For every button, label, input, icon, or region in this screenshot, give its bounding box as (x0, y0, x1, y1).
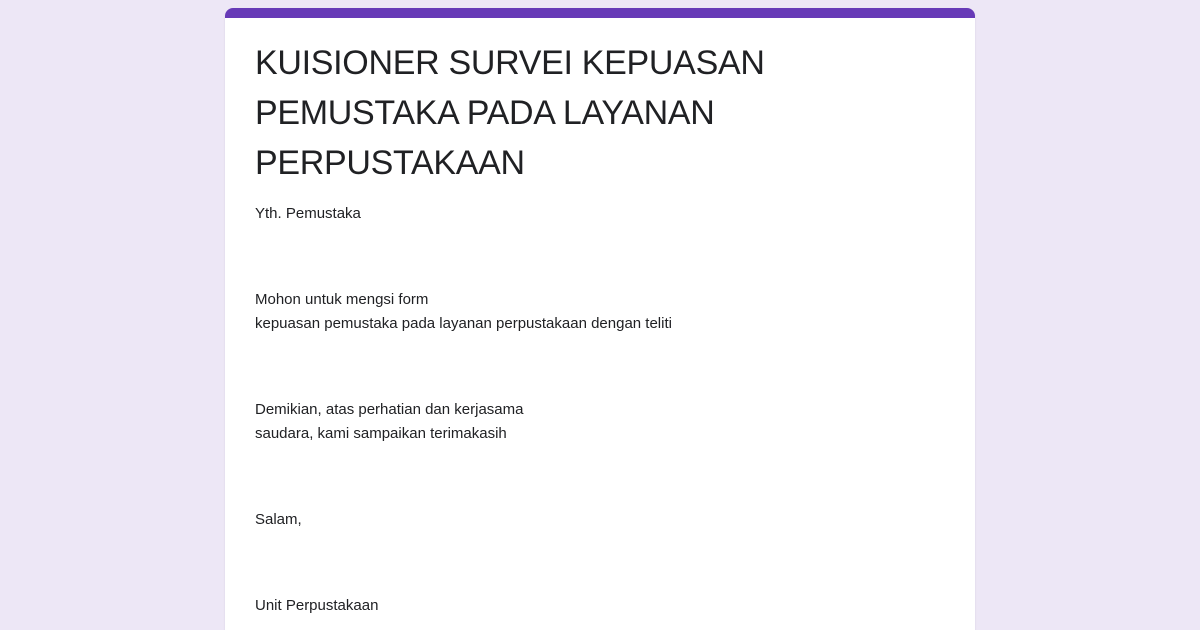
form-title-line-3: PERPUSTAKAAN (255, 144, 525, 182)
description-spacer (255, 446, 935, 508)
description-request-line-1: Mohon untuk mengsi form (255, 291, 429, 308)
description-spacer (255, 336, 935, 398)
form-title-line-2: PEMUSTAKA PADA LAYANAN (255, 94, 715, 132)
form-title (255, 38, 935, 188)
description-signature: Unit Perpustakaan (255, 597, 379, 614)
description-request-line-2: kepuasan pemustaka pada layanan perpustakaan dengan teliti (255, 315, 672, 332)
description-greeting: Yth. Pemustaka (255, 205, 361, 222)
form-title-line-1: KUISIONER SURVEI KEPUASAN (255, 44, 765, 82)
form-accent-bar (225, 8, 975, 18)
description-spacer (255, 532, 935, 594)
description-closing-line-2: saudara, kami sampaikan terimakasih (255, 425, 507, 442)
description-salutation: Salam, (255, 511, 302, 528)
form-description (255, 202, 935, 618)
description-spacer (255, 226, 935, 288)
form-header-card (225, 8, 975, 630)
form-header-content (255, 38, 935, 618)
description-closing-line-1: Demikian, atas perhatian dan kerjasama (255, 401, 524, 418)
